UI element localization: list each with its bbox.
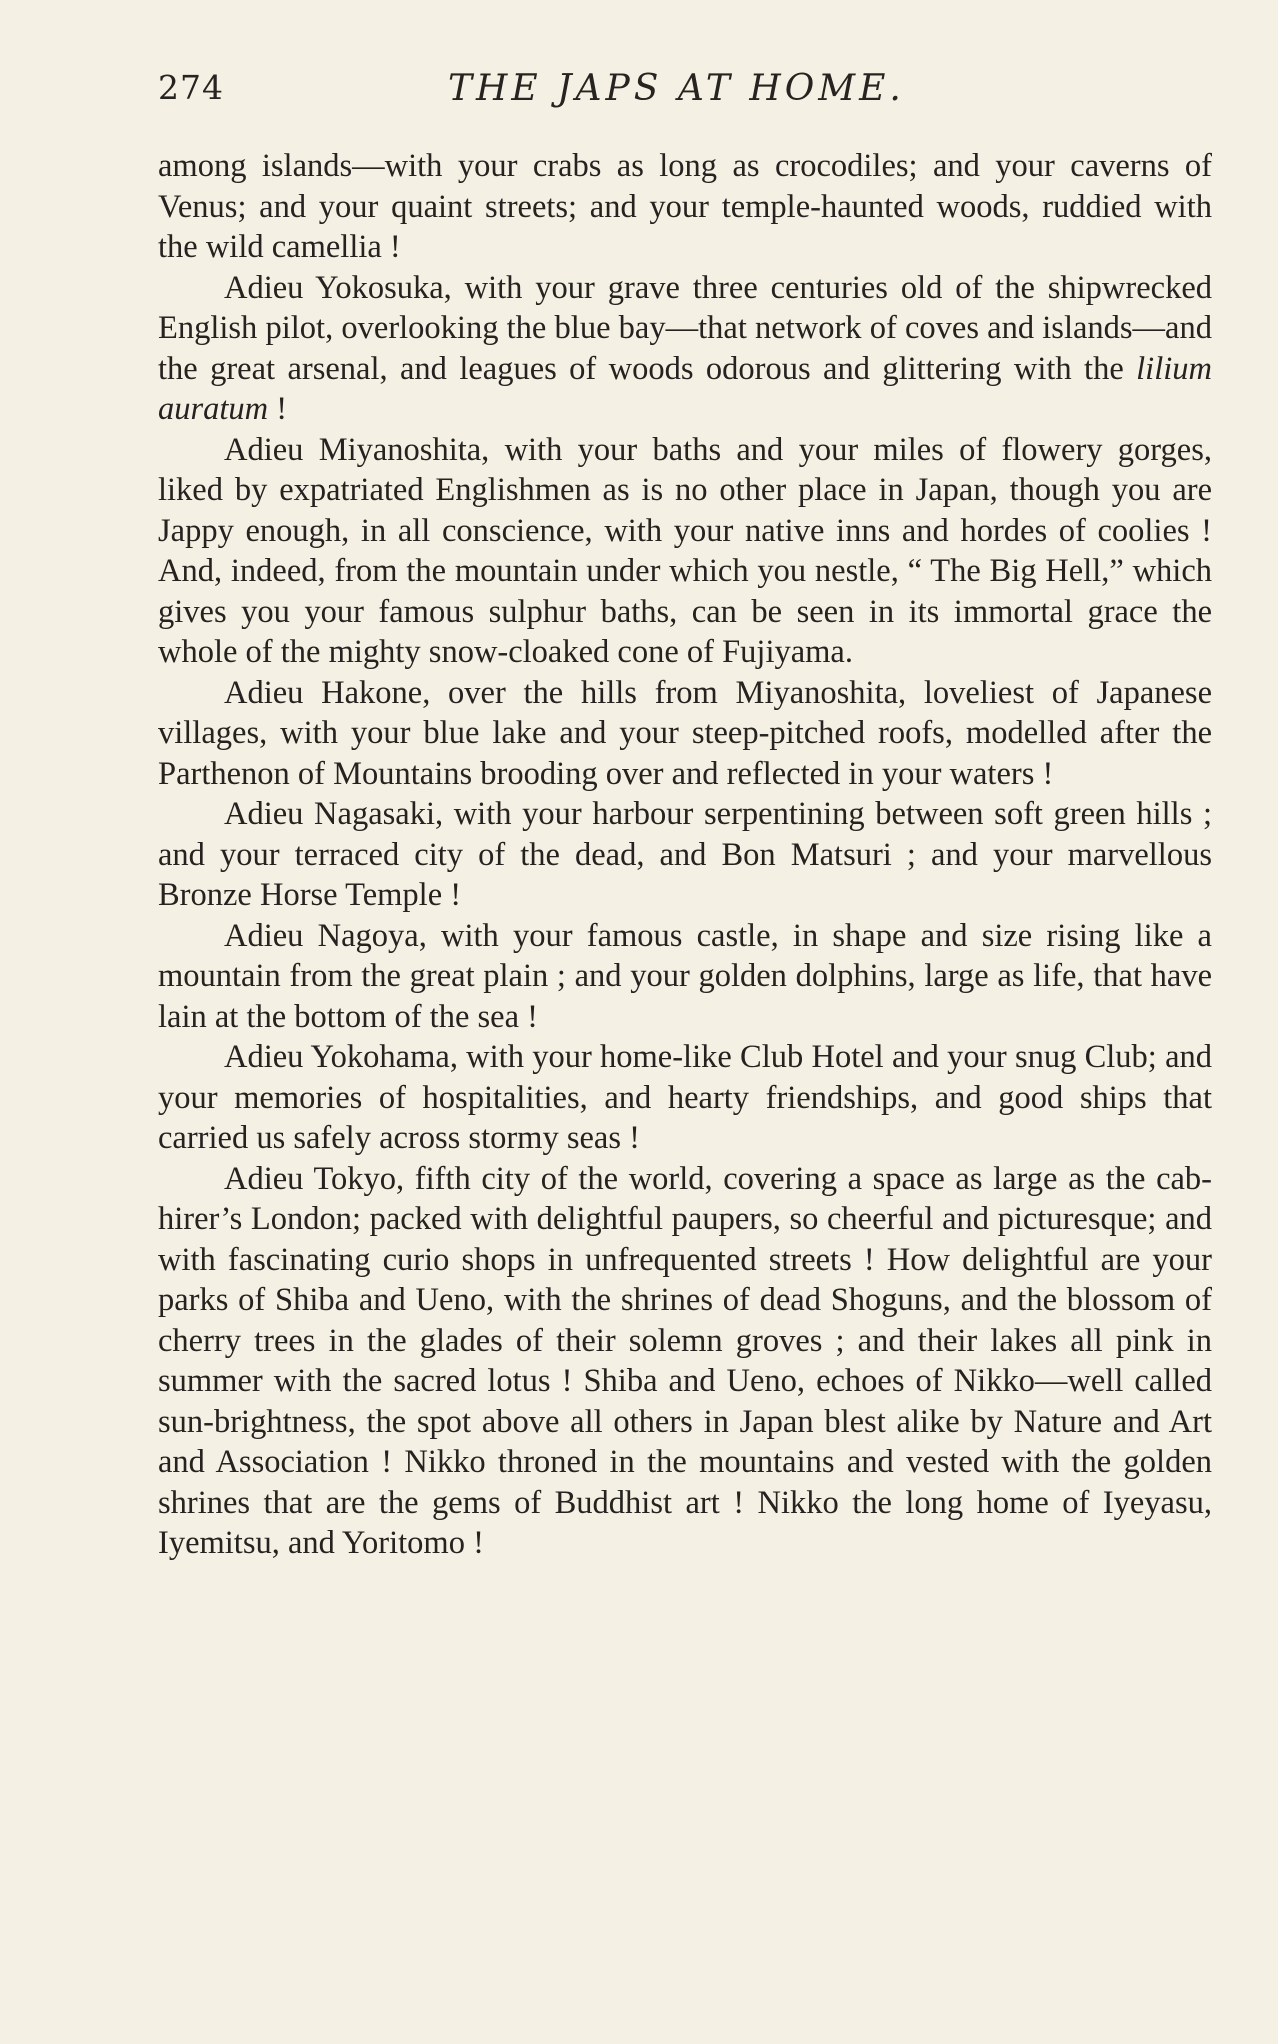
page-number: 274 <box>158 68 224 107</box>
body-text <box>158 146 1212 1564</box>
paragraph-yokosuka <box>158 268 1212 430</box>
paragraph-hakone: Adieu Hakone, over the hills from Miyanoshita, loveliest of Japanese villages, with your blue lake and your steep-pitched roofs, modelled after the Parthenon of Mountains brooding over and reflected in your waters ! <box>158 674 1212 792</box>
paragraph-miyanoshita: Adieu Miyanoshita, with your baths and your miles of flowery gorges, liked by expatriated Englishmen as is no other place in Japan, though you are Jappy enough, in all conscience, with your native inns and hordes of coolies ! And, indeed, from the mountain under which you nestle, “ The Big Hell,” which gives you your famous sulphur baths, can be seen in its immortal grace the whole of the mighty snow-cloaked cone of Fujiyama. <box>158 431 1212 670</box>
paragraph-nagoya: Adieu Nagoya, with your famous castle, in shape and size rising like a mountain from the great plain ; and your golden dolphins, large as life, that have lain at the bottom of the sea ! <box>158 917 1212 1035</box>
paragraph-nagasaki: Adieu Nagasaki, with your harbour serpentining between soft green hills ; and your terraced city of the dead, and Bon Matsuri ; and your marvellous Bronze Horse Temple ! <box>158 796 1212 913</box>
latin-phrase: lilium auratum <box>158 350 1212 427</box>
paragraph-text: Adieu Yokosuka, with your grave three centuries old of the shipwrecked English pilot, overlooking the blue bay—that network of coves and islands—and the great arsenal, and leagues of woods odorous and glittering with the <box>158 269 1212 387</box>
paragraph-ending: ! <box>268 391 288 427</box>
running-head <box>158 68 1212 120</box>
paragraph-yokohama: Adieu Yokohama, with your home-like Club Hotel and your snug Club; and your memories of hospitalities, and hearty friendships, and good ships that carried us safely across stormy seas ! <box>158 1039 1212 1156</box>
running-title: THE JAPS AT HOME. <box>448 68 905 109</box>
paragraph-tokyo: Adieu Tokyo, fifth city of the world, covering a space as large as the cab-hirer’s London; packed with delightful paupers, so cheerful and picturesque; and with fascinating curio shops in unfrequented streets ! How delightful are your parks of Shiba and Ueno, with the shrines of dead Shoguns, and the blossom of cherry trees in the glades of their solemn groves ; and their lakes all pink in summer with the sacred lotus ! Shiba and Ueno, echoes of Nikko—well called sun-brightness, the spot above all others in Japan blest alike by Nature and Art and Association ! Nikko throned in the mountains and vested with the golden shrines that are the gems of Buddhist art ! Nikko the long home of Iyeyasu, Iyemitsu, and Yoritomo ! <box>158 1160 1212 1561</box>
paragraph-continuation: among islands—with your crabs as long as crocodiles; and your caverns of Venus; and your quaint streets; and your temple-haunted woods, ruddied with the wild camellia ! <box>158 148 1212 265</box>
